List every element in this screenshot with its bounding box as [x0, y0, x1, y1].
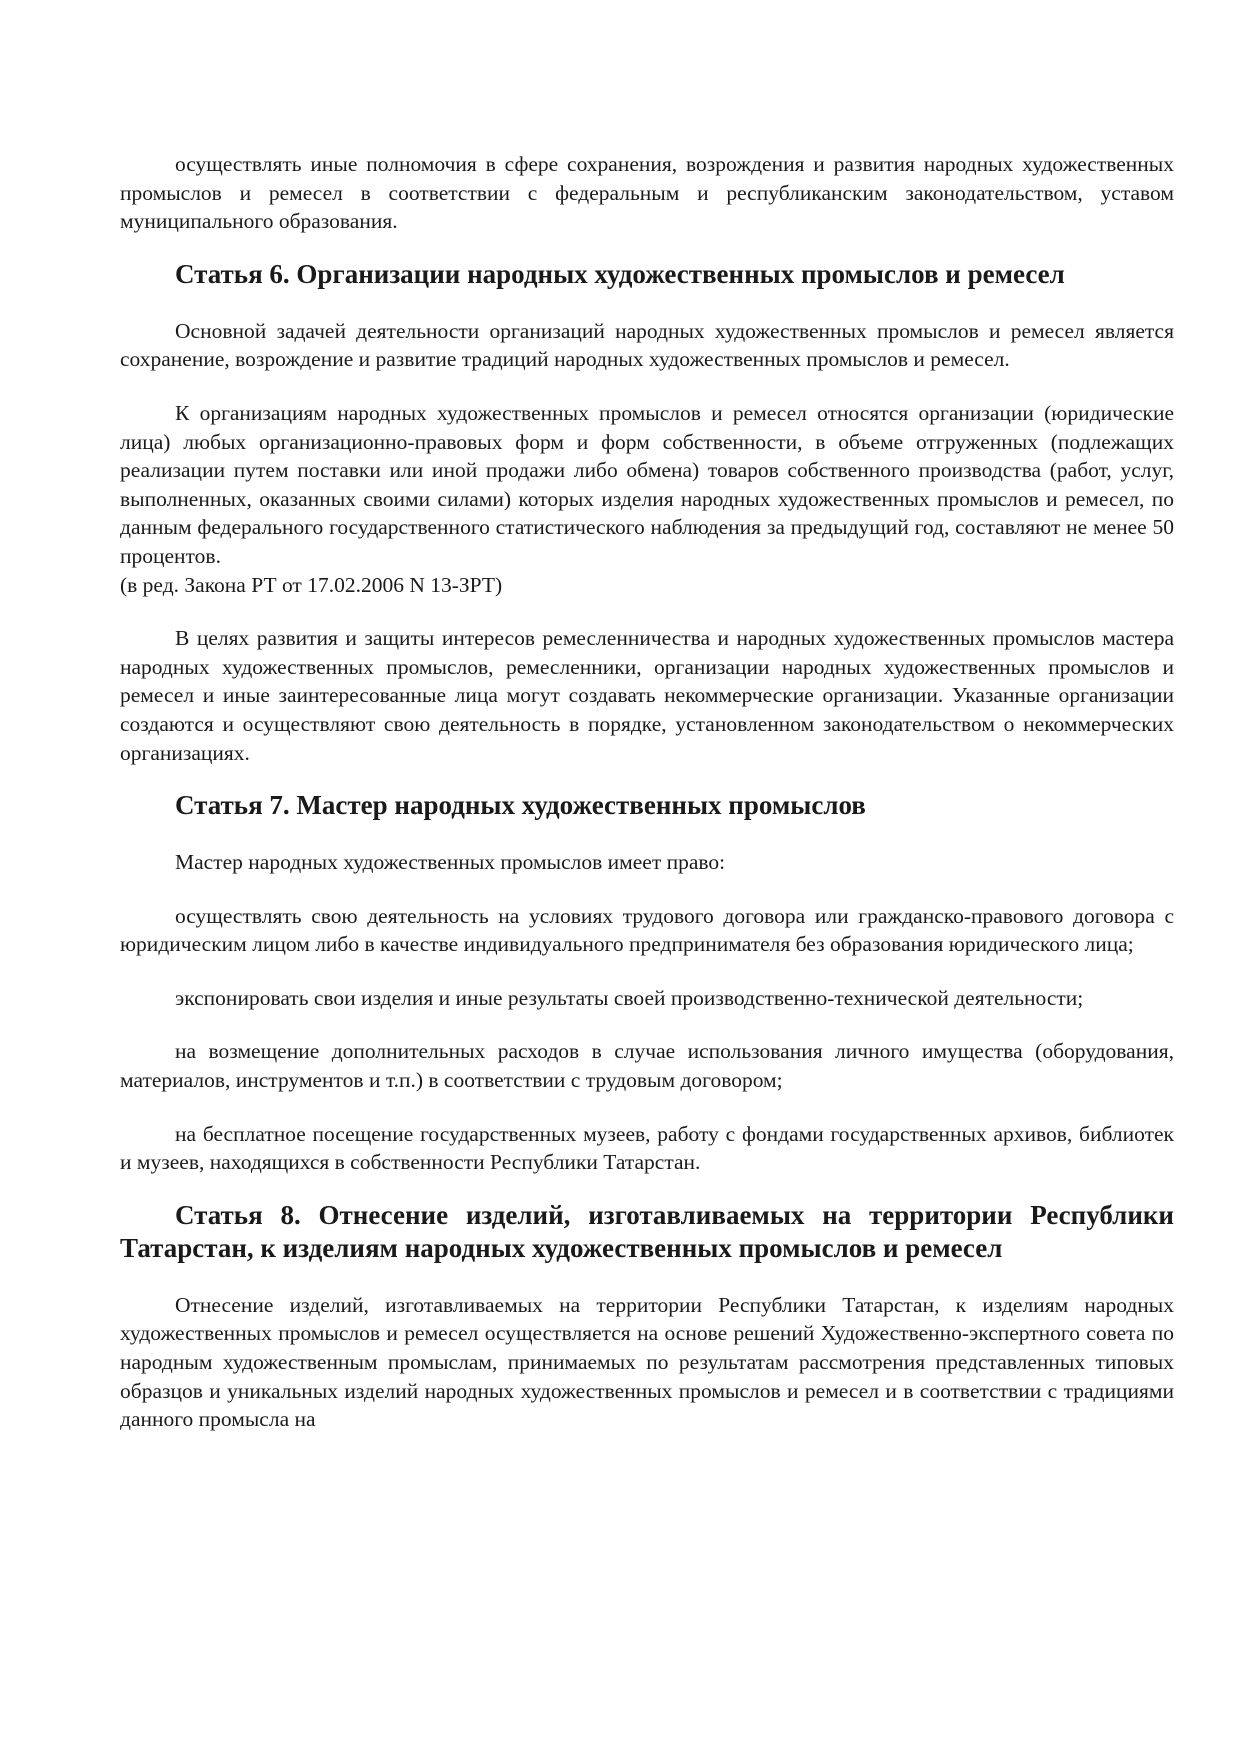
amendment-note: (в ред. Закона РТ от 17.02.2006 N 13-ЗРТ): [120, 572, 503, 597]
article-7-right-compensation: на возмещение дополнительных расходов в случае использования личного имущества (оборудования, материалов, инструментов и т.п.) в соответствии с трудовым договором;: [120, 1039, 1174, 1093]
article-6-paragraph-nonprofit: В целях развития и защиты интересов ремесленничества и народных художественных промыслов мастера народных художественных промыслов, ремесленники, организации народных художественных промыслов и ремесел и иные заинтересованные лица могут создавать некоммерческие организации. Указанные организации создаются и осуществляют свою деятельность в порядке, установленном законодательством о некоммерческих организациях.: [120, 626, 1174, 765]
article-6-heading: Статья 6. Организации народных художественных промыслов и ремесел: [175, 258, 1065, 289]
article-7-right-exhibit: экспонировать свои изделия и иные результаты своей производственно-технической деятельности;: [175, 985, 1084, 1010]
article-7-paragraph-rights-intro: Мастер народных художественных промыслов имеет право:: [175, 850, 726, 875]
article-7-right-museums: на бесплатное посещение государственных музеев, работу с фондами государственных архивов, библиотек и музеев, находящихся в собственности Республики Татарстан.: [120, 1121, 1174, 1175]
article-6-paragraph-organizations: К организациям народных художественных промыслов и ремесел относятся организации (юридические лица) любых организационно-правовых форм и форм собственности, в объеме отгруженных (подлежащих реализации путем поставки или иной продажи либо обмена) товаров собственного производства (работ, услуг, выполненных, оказанных своими силами) которых изделия народных художественных промыслов и ремесел, по данным федерального государственного статистического наблюдения за предыдущий год, составляют не менее 50 процентов.: [120, 400, 1174, 568]
article-7-right-employment: осуществлять свою деятельность на условиях трудового договора или гражданско-правового договора с юридическим лицом либо в качестве индивидуального предпринимателя без образования юридического лица;: [120, 903, 1174, 957]
paragraph-other-powers: осуществлять иные полномочия в сфере сохранения, возрождения и развития народных художественных промыслов и ремесел в соответствии с федеральным и республиканским законодательством, уставом муниципального образования.: [120, 152, 1174, 234]
article-7-heading: Статья 7. Мастер народных художественных промыслов: [175, 790, 866, 821]
article-6-paragraph-main-task: Основной задачей деятельности организаций народных художественных промыслов и ремесел является сохранение, возрождение и развитие традиций народных художественных промыслов и ремесел.: [120, 318, 1174, 372]
article-8-paragraph-classification: Отнесение изделий, изготавливаемых на территории Республики Татарстан, к изделиям народных художественных промыслов и ремесел осуществляется на основе решений Художественно-экспертного совета по народным художественным промыслам, принимаемых по результатам рассмотрения представленных типовых образцов и уникальных изделий народных художественных промыслов и ремесел и в соответствии с традициями данного промысла на: [120, 1292, 1174, 1432]
article-8-heading: Статья 8. Отнесение изделий, изготавливаемых на территории Республики Татарстан, к изделиям народных художественных промыслов и ремесел: [120, 1199, 1174, 1263]
